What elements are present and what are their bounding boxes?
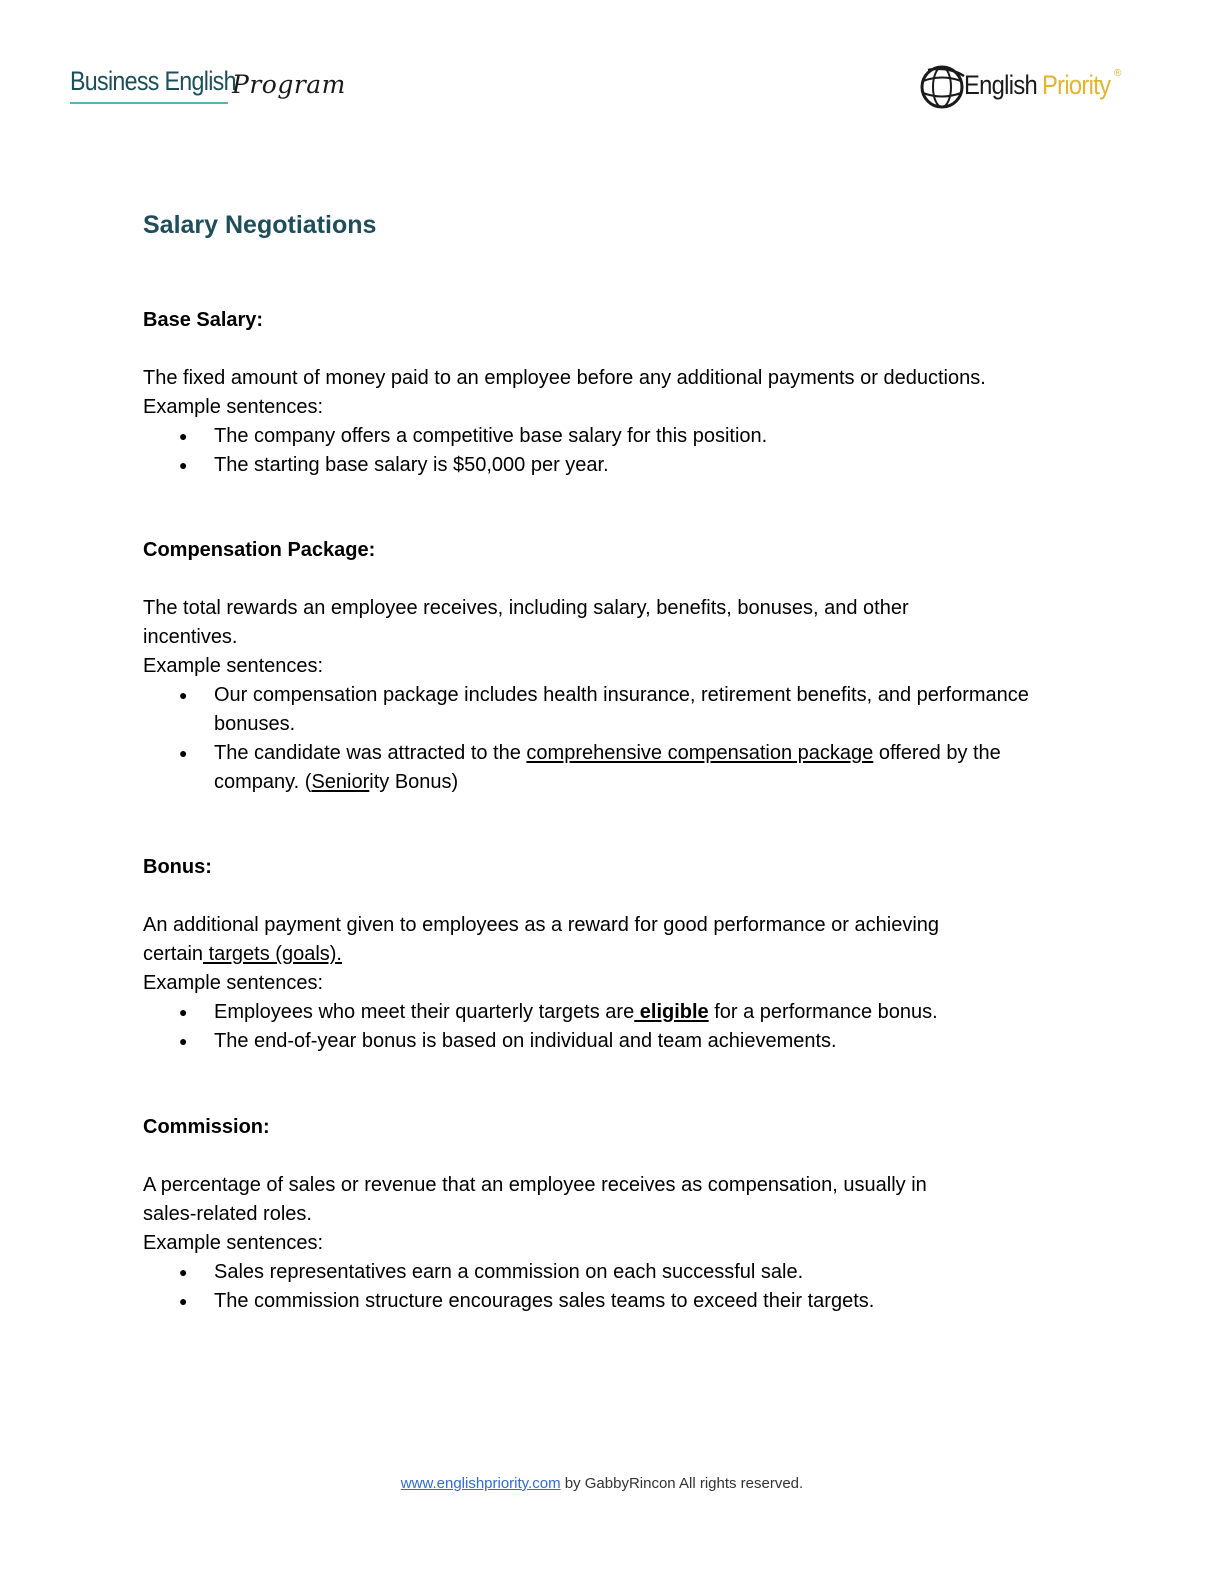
list-item [143, 998, 1083, 1027]
bullet-icon: ● [179, 428, 188, 444]
bullet-icon: ● [179, 687, 188, 703]
examples-label: Example sentences: [143, 655, 324, 677]
list-item [143, 1258, 1083, 1287]
bullet-icon: ● [179, 745, 188, 761]
section-compensation-package [143, 536, 1083, 797]
example-list [143, 1258, 1083, 1316]
definition-line: certain [143, 943, 204, 965]
section-heading: Base Salary: [143, 309, 264, 331]
footer-copyright-text: by GabbyRincon All rights reserved. [560, 1475, 804, 1492]
logo-english-text: English [964, 70, 1038, 100]
example-text: The end-of-year bonus is based on individual and team achievements. [214, 1030, 837, 1052]
logo-business-english-text: Business English [70, 66, 236, 96]
section-base-salary [143, 306, 1083, 480]
section-commission [143, 1113, 1083, 1316]
example-text-part: The candidate was attracted to the [214, 742, 527, 764]
example-text: Sales representatives earn a commission on each successful sale. [214, 1261, 804, 1283]
section-heading: Bonus: [143, 856, 212, 878]
example-text [214, 1001, 938, 1023]
example-text-part: ity Bonus) [369, 771, 459, 793]
definition-text [143, 1171, 1083, 1229]
section-heading: Compensation Package: [143, 539, 376, 561]
bullet-icon: ● [179, 457, 188, 473]
underlined-term: targets (goals). [203, 943, 342, 965]
example-text-part: offered by the company. ( [214, 742, 1001, 793]
bullet-icon: ● [179, 1004, 188, 1020]
bullet-icon: ● [179, 1293, 188, 1309]
document-body [143, 205, 1083, 1312]
definition-text [143, 911, 1083, 969]
logo-program-text: Program [232, 70, 346, 99]
page-footer [0, 1475, 1214, 1492]
example-text-part: for a performance bonus. [708, 1001, 938, 1023]
bullet-icon: ● [179, 1264, 188, 1280]
examples-label: Example sentences: [143, 396, 324, 418]
example-list [143, 681, 1083, 797]
bullet-icon: ● [179, 1033, 188, 1049]
definition-text: The fixed amount of money paid to an employee before any additional payments or deductions. [143, 367, 986, 389]
list-item [143, 681, 1083, 739]
example-text: The commission structure encourages sales teams to exceed their targets. [214, 1290, 875, 1312]
definition-line: sales-related roles. [143, 1203, 312, 1225]
example-text: The company offers a competitive base salary for this position. [214, 425, 768, 447]
page-header [0, 60, 1224, 120]
definition-line: incentives. [143, 626, 238, 648]
example-text: The starting base salary is $50,000 per year. [214, 454, 609, 476]
registered-mark: ® [1114, 68, 1122, 79]
website-link[interactable]: www.englishpriority.com [400, 1475, 561, 1492]
example-text-part: Employees who meet their quarterly targets are [214, 1001, 635, 1023]
underlined-bold-term: eligible [634, 1001, 709, 1023]
logo-priority-text: Priority [1042, 70, 1111, 100]
examples-label: Example sentences: [143, 972, 324, 994]
definition-line: An additional payment given to employees as a reward for good performance or achieving [143, 914, 940, 936]
section-heading: Commission: [143, 1116, 270, 1138]
section-bonus [143, 853, 1083, 1056]
definition-line: The total rewards an employee receives, including salary, benefits, bonuses, and other [143, 597, 909, 619]
page-title: Salary Negotiations [143, 211, 377, 239]
list-item [143, 739, 1083, 797]
underlined-term: Senior [311, 771, 370, 793]
example-list [143, 422, 1083, 480]
definition-text [143, 594, 1083, 652]
list-item [143, 451, 1083, 480]
list-item [143, 422, 1083, 451]
logo-underline [70, 102, 228, 104]
underlined-term: comprehensive compensation package [526, 742, 874, 764]
list-item [143, 1027, 1083, 1056]
globe-icon [918, 62, 966, 110]
list-item [143, 1287, 1083, 1316]
example-list [143, 998, 1083, 1056]
example-text: Our compensation package includes health insurance, retirement benefits, and performance bonuses. [214, 684, 1029, 735]
definition-line: A percentage of sales or revenue that an employee receives as compensation, usually in [143, 1174, 927, 1196]
examples-label: Example sentences: [143, 1232, 324, 1254]
example-text [214, 742, 1001, 793]
